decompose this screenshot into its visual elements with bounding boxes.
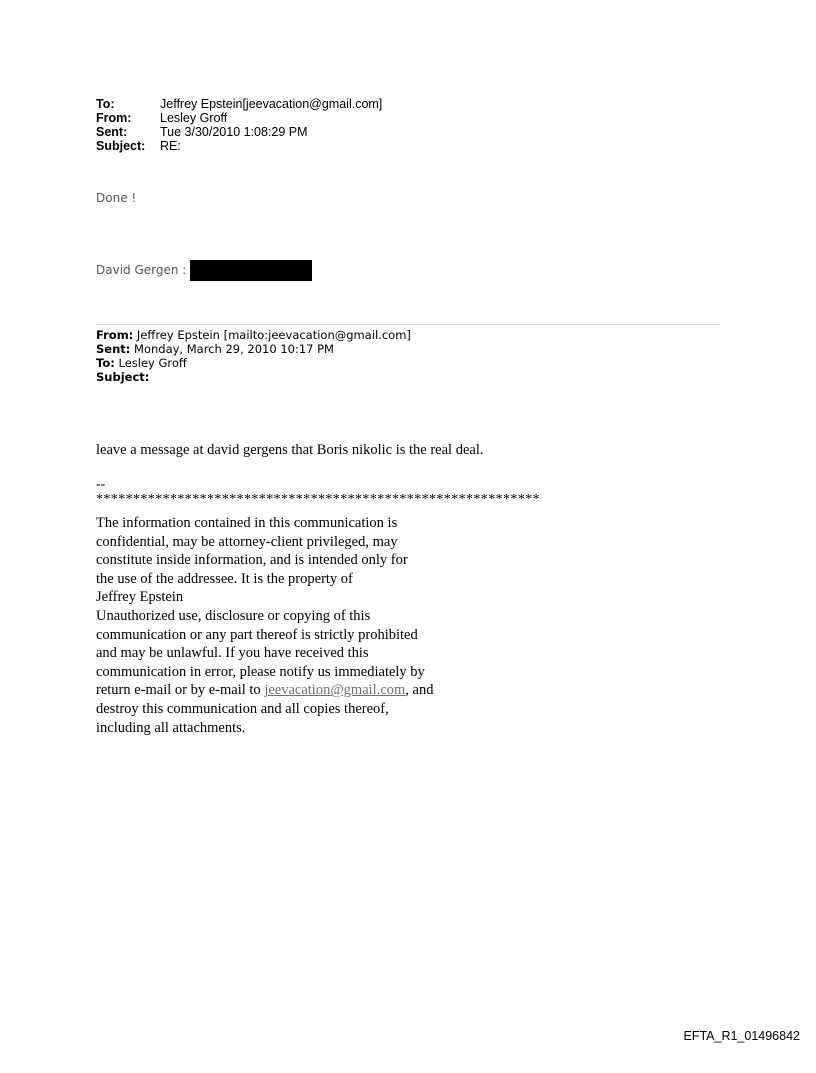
disclaimer-line: Unauthorized use, disclosure or copying of this bbox=[96, 607, 371, 624]
confidentiality-disclaimer bbox=[96, 514, 433, 737]
header-sent-row bbox=[96, 125, 382, 139]
disclaimer-line: communication or any part thereof is strictly prohibited bbox=[96, 626, 418, 643]
header-subject-row bbox=[96, 139, 382, 153]
sent-label: Sent: bbox=[96, 125, 128, 139]
disclaimer-line: the use of the addressee. It is the property of bbox=[96, 570, 353, 587]
reply-gergen-line bbox=[96, 259, 312, 280]
fwd-from-label: From: bbox=[96, 328, 134, 342]
subject-label: Subject: bbox=[96, 139, 146, 153]
fwd-sent-label: Sent: bbox=[96, 342, 131, 356]
asterisk-divider: ************************************************************ bbox=[96, 492, 540, 507]
fwd-sent-value: Monday, March 29, 2010 10:17 PM bbox=[130, 342, 334, 356]
redaction-box bbox=[190, 260, 312, 281]
disclaimer-email-line bbox=[96, 681, 433, 700]
from-value: Lesley Groff bbox=[160, 111, 228, 125]
reply-gergen-text: David Gergen : bbox=[96, 262, 187, 277]
disclaimer-line: destroy this communication and all copies thereof, bbox=[96, 700, 389, 717]
subject-value: RE: bbox=[160, 139, 181, 153]
fwd-sent-row bbox=[96, 342, 411, 356]
fwd-subject-label: Subject: bbox=[96, 370, 150, 384]
from-label: From: bbox=[96, 111, 132, 125]
disclaimer-line: communication in error, please notify us immediately by bbox=[96, 663, 425, 680]
header-from-row bbox=[96, 111, 382, 125]
sent-value: Tue 3/30/2010 1:08:29 PM bbox=[160, 125, 308, 139]
to-label: To: bbox=[96, 97, 115, 111]
fwd-from-value: Jeffrey Epstein [mailto:jeevacation@gmail.com] bbox=[133, 328, 411, 342]
to-value: Jeffrey Epstein[jeevacation@gmail.com] bbox=[160, 97, 383, 111]
email-header bbox=[96, 97, 382, 153]
email-link[interactable]: jeevacation@gmail.com bbox=[264, 682, 406, 699]
disclaimer-line: constitute inside information, and is intended only for bbox=[96, 552, 408, 569]
disclaimer-line: Jeffrey Epstein bbox=[96, 589, 184, 606]
disclaimer-line: including all attachments. bbox=[96, 719, 246, 736]
fwd-from-row bbox=[96, 328, 411, 342]
fwd-to-row bbox=[96, 356, 411, 370]
disclaimer-line: The information contained in this communication is bbox=[96, 515, 398, 531]
forwarded-header bbox=[96, 328, 411, 384]
document-id: EFTA_R1_01496842 bbox=[683, 1029, 800, 1043]
message-divider bbox=[96, 324, 720, 325]
fwd-subject-row bbox=[96, 370, 411, 384]
email-line-prefix: return e-mail or by e-mail to bbox=[96, 682, 265, 699]
reply-done-text: Done ! bbox=[96, 191, 137, 205]
fwd-to-value: Lesley Groff bbox=[114, 356, 187, 370]
fwd-to-label: To: bbox=[96, 356, 115, 370]
signature-separator: -- bbox=[96, 477, 106, 492]
email-line-suffix: , and bbox=[405, 682, 434, 699]
disclaimer-line: confidential, may be attorney-client privileged, may bbox=[96, 533, 398, 550]
header-to-row bbox=[96, 97, 382, 111]
original-message-body: leave a message at david gergens that Boris nikolic is the real deal. bbox=[96, 442, 484, 458]
disclaimer-line: and may be unlawful. If you have received this bbox=[96, 645, 369, 662]
